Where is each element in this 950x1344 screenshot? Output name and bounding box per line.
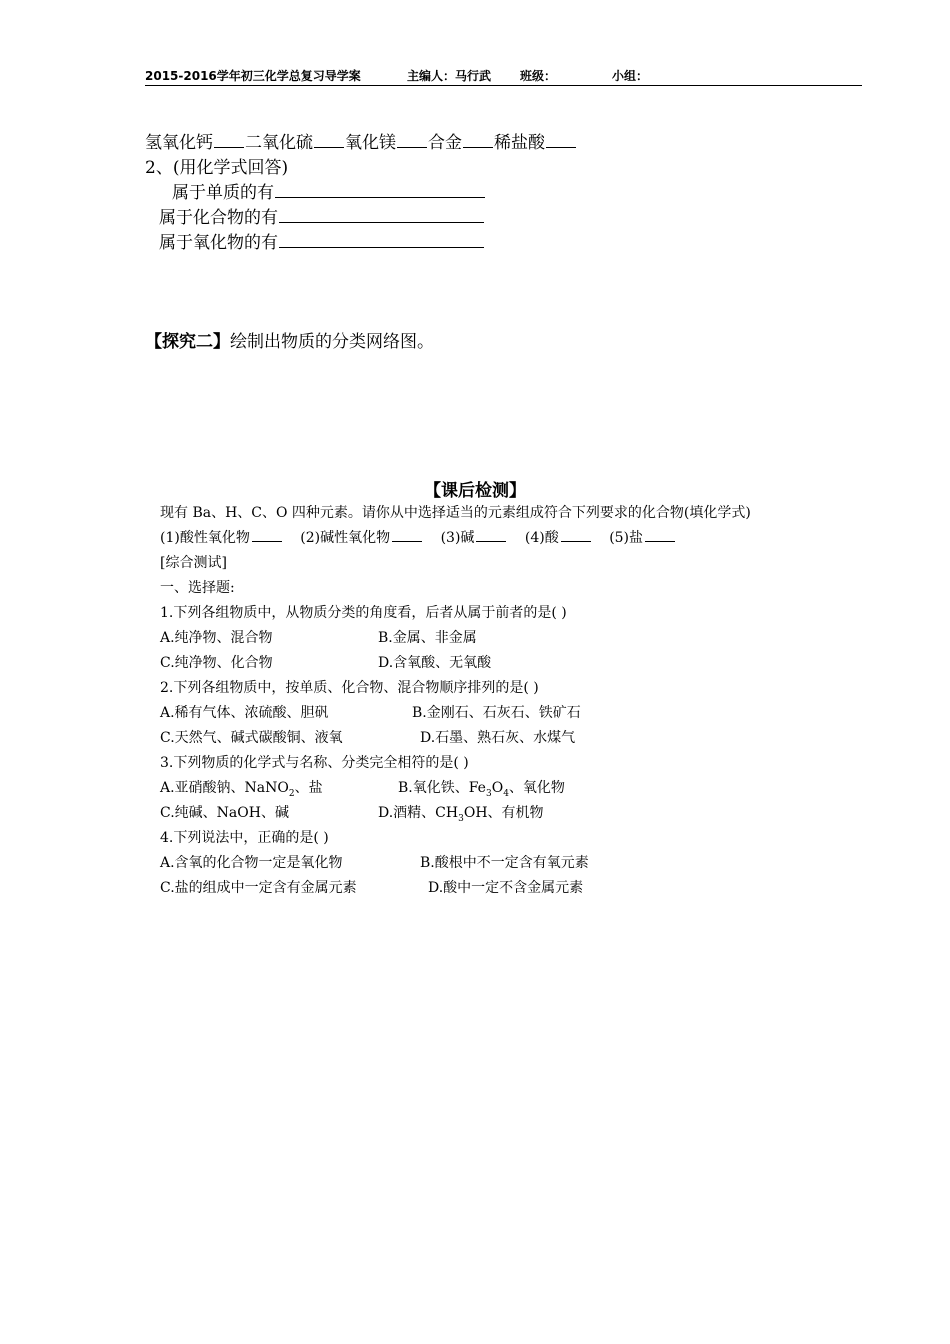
answer-blank[interactable]: [463, 146, 493, 148]
answer-blank[interactable]: [397, 146, 427, 148]
item-dilute-hcl: 稀盐酸: [494, 133, 545, 153]
q1-option-c[interactable]: C.纯净物、化合物: [160, 655, 273, 671]
part-acidic-oxide: (1)酸性氧化物: [160, 530, 250, 546]
answer-blank[interactable]: [392, 540, 422, 542]
oxide-line: [159, 228, 485, 253]
header-group-label: 小组：: [612, 69, 649, 83]
item-calcium-hydroxide: 氢氧化钙: [145, 133, 213, 153]
oxide-blank[interactable]: [279, 246, 484, 248]
item-alloy: 合金: [428, 133, 462, 153]
header-title: 2015-2016学年初三化学总复习导学案: [145, 69, 361, 83]
q3-d-subscript: 3: [458, 813, 464, 824]
q3-option-b[interactable]: [398, 777, 565, 799]
q3-b-subscript-2: 4: [503, 788, 509, 799]
comprehensive-heading: [综合测试]: [160, 555, 227, 571]
q3-option-a[interactable]: [160, 777, 323, 799]
q3-b-text-end: 、氧化物: [508, 780, 565, 796]
q4-option-a[interactable]: A.含氧的化合物一定是氧化物: [160, 855, 343, 871]
compound-line: [159, 203, 485, 228]
section-heading: 一、选择题:: [160, 580, 235, 596]
simple-substance-label: 属于单质的有: [172, 183, 274, 203]
answer-blank[interactable]: [214, 146, 244, 148]
simple-substance-line: [172, 178, 486, 203]
explore2-line: [145, 327, 434, 352]
answer-blank[interactable]: [561, 540, 591, 542]
question-3-stem: 3.下列物质的化学式与名称、分类完全相符的是( ): [160, 755, 469, 771]
q2-heading: 2、(用化学式回答): [145, 158, 289, 178]
q2-option-b[interactable]: B.金刚石、石灰石、铁矿石: [412, 705, 581, 721]
answer-blank[interactable]: [252, 540, 282, 542]
oxide-label: 属于氧化物的有: [159, 233, 278, 253]
question-2-stem: 2.下列各组物质中，按单质、化合物、混合物顺序排列的是( ): [160, 680, 539, 696]
compound-blank[interactable]: [279, 221, 484, 223]
q1-option-d[interactable]: D.含氧酸、无氧酸: [378, 655, 492, 671]
compound-label: 属于化合物的有: [159, 208, 278, 228]
simple-substance-blank[interactable]: [275, 196, 485, 198]
header-class-label: 班级：: [520, 69, 557, 83]
q3-b-subscript-1: 3: [485, 788, 492, 799]
q3-d-text-end: OH、有机物: [463, 805, 544, 821]
part-salt: (5)盐: [609, 530, 644, 546]
classify-items-line: [145, 128, 577, 153]
q4-option-b[interactable]: B.酸根中不一定含有氧元素: [420, 855, 589, 871]
item-sulfur-dioxide: 二氧化硫: [245, 133, 313, 153]
answer-blank[interactable]: [476, 540, 506, 542]
header-editor: 主编人：马行武: [407, 69, 492, 83]
q3-a-text: A.亚硝酸钠、NaNO: [160, 780, 289, 796]
answer-blank[interactable]: [546, 146, 576, 148]
fill-formula-line: [160, 527, 675, 547]
after-class-title: 【课后检测】: [424, 481, 526, 501]
q2-option-d[interactable]: D.石墨、熟石灰、水煤气: [420, 730, 576, 746]
answer-blank[interactable]: [645, 540, 675, 542]
q2-option-a[interactable]: A.稀有气体、浓硫酸、胆矾: [160, 705, 329, 721]
page-header: [145, 67, 862, 86]
q3-b-text: B.氧化铁、Fe: [398, 780, 486, 796]
q3-b-text-mid: O: [491, 780, 504, 796]
q3-option-c[interactable]: C.纯碱、NaOH、碱: [160, 805, 289, 821]
explore2-tag: 【探究二】: [145, 332, 230, 352]
part-acid: (4)酸: [524, 530, 559, 546]
part-base: (3)碱: [440, 530, 475, 546]
question-1-stem: 1.下列各组物质中，从物质分类的角度看，后者从属于前者的是( ): [160, 605, 567, 621]
q2-option-c[interactable]: C.天然气、碱式碳酸铜、液氧: [160, 730, 343, 746]
q3-d-text: D.酒精、CH: [378, 805, 459, 821]
q1-option-b[interactable]: B.金属、非金属: [378, 630, 477, 646]
q4-option-d[interactable]: D.酸中一定不含金属元素: [428, 880, 584, 896]
question-4-stem: 4.下列说法中，正确的是( ): [160, 830, 329, 846]
explore2-text: 绘制出物质的分类网络图。: [230, 332, 434, 352]
item-magnesium-oxide: 氧化镁: [345, 133, 396, 153]
q4-option-c[interactable]: C.盐的组成中一定含有金属元素: [160, 880, 357, 896]
part-basic-oxide: (2)碱性氧化物: [300, 530, 391, 546]
q3-a-text-end: 、盐: [294, 780, 323, 796]
q3-a-subscript: 2: [288, 788, 295, 799]
q3-option-d[interactable]: [378, 802, 544, 824]
after-intro: 现有 Ba、H、C、O 四种元素。请你从中选择适当的元素组成符合下列要求的化合物(填化学式): [160, 505, 751, 521]
q1-option-a[interactable]: A.纯净物、混合物: [160, 630, 273, 646]
answer-blank[interactable]: [314, 146, 344, 148]
